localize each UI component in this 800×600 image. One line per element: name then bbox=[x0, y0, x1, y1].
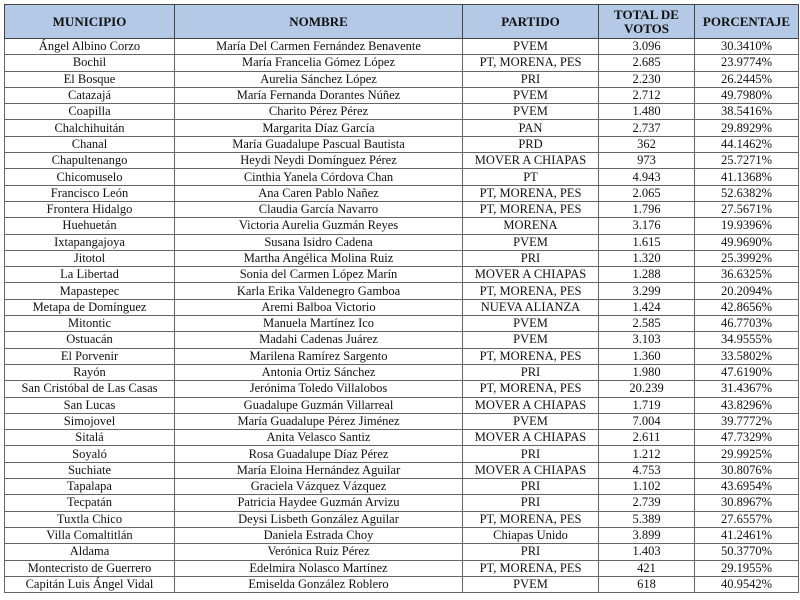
cell-partido: PRD bbox=[463, 136, 599, 152]
table-row bbox=[5, 544, 799, 560]
header-partido: PARTIDO bbox=[463, 5, 599, 39]
cell-porcentaje: 34.9555% bbox=[695, 332, 799, 348]
cell-nombre: Verónica Ruiz Pérez bbox=[175, 544, 463, 560]
cell-nombre: María Guadalupe Pérez Jiménez bbox=[175, 413, 463, 429]
table-row bbox=[5, 267, 799, 283]
cell-partido: PVEM bbox=[463, 39, 599, 55]
cell-municipio: Chanal bbox=[5, 136, 175, 152]
cell-nombre: María Del Carmen Fernández Benavente bbox=[175, 39, 463, 55]
cell-partido: PT, MORENA, PES bbox=[463, 55, 599, 71]
table-row bbox=[5, 576, 799, 592]
table-row bbox=[5, 218, 799, 234]
table-row bbox=[5, 250, 799, 266]
cell-municipio: Catazajá bbox=[5, 87, 175, 103]
cell-votos: 2.685 bbox=[599, 55, 695, 71]
header-porcentaje: PORCENTAJE bbox=[695, 5, 799, 39]
cell-municipio: Chapultenango bbox=[5, 153, 175, 169]
cell-porcentaje: 43.8296% bbox=[695, 397, 799, 413]
header-municipio: MUNICIPIO bbox=[5, 5, 175, 39]
cell-nombre: Karla Erika Valdenegro Gamboa bbox=[175, 283, 463, 299]
table-row bbox=[5, 527, 799, 543]
cell-municipio: Jitotol bbox=[5, 250, 175, 266]
cell-municipio: Mitontic bbox=[5, 316, 175, 332]
cell-votos: 1.102 bbox=[599, 479, 695, 495]
cell-partido: PRI bbox=[463, 364, 599, 380]
cell-porcentaje: 41.1368% bbox=[695, 169, 799, 185]
cell-municipio: Chalchihuitán bbox=[5, 120, 175, 136]
cell-nombre: Cinthia Yanela Córdova Chan bbox=[175, 169, 463, 185]
cell-votos: 1.360 bbox=[599, 348, 695, 364]
cell-nombre: Marilena Ramírez Sargento bbox=[175, 348, 463, 364]
cell-porcentaje: 30.8967% bbox=[695, 495, 799, 511]
cell-municipio: Soyaló bbox=[5, 446, 175, 462]
header-total-votos: TOTAL DE VOTOS bbox=[599, 5, 695, 39]
table-row bbox=[5, 201, 799, 217]
table-row bbox=[5, 87, 799, 103]
cell-partido: PRI bbox=[463, 479, 599, 495]
cell-partido: PVEM bbox=[463, 104, 599, 120]
cell-nombre: Guadalupe Guzmán Villarreal bbox=[175, 397, 463, 413]
cell-partido: PVEM bbox=[463, 316, 599, 332]
cell-votos: 20.239 bbox=[599, 381, 695, 397]
cell-votos: 2.585 bbox=[599, 316, 695, 332]
results-table-container bbox=[4, 4, 798, 593]
cell-porcentaje: 27.6557% bbox=[695, 511, 799, 527]
cell-partido: MOVER A CHIAPAS bbox=[463, 430, 599, 446]
cell-municipio: Villa Comaltitlán bbox=[5, 527, 175, 543]
cell-nombre: María Fernanda Dorantes Núñez bbox=[175, 87, 463, 103]
cell-partido: PVEM bbox=[463, 413, 599, 429]
cell-nombre: Charito Pérez Pérez bbox=[175, 104, 463, 120]
cell-nombre: Margarita Díaz García bbox=[175, 120, 463, 136]
cell-municipio: Huehuetán bbox=[5, 218, 175, 234]
table-row bbox=[5, 462, 799, 478]
cell-porcentaje: 36.6325% bbox=[695, 267, 799, 283]
cell-votos: 3.103 bbox=[599, 332, 695, 348]
cell-municipio: Capitán Luis Ángel Vidal bbox=[5, 576, 175, 592]
cell-votos: 2.230 bbox=[599, 71, 695, 87]
table-row bbox=[5, 430, 799, 446]
cell-nombre: Claudia García Navarro bbox=[175, 201, 463, 217]
cell-porcentaje: 29.9925% bbox=[695, 446, 799, 462]
cell-porcentaje: 38.5416% bbox=[695, 104, 799, 120]
cell-porcentaje: 30.8076% bbox=[695, 462, 799, 478]
cell-votos: 1.796 bbox=[599, 201, 695, 217]
cell-municipio: Frontera Hidalgo bbox=[5, 201, 175, 217]
cell-porcentaje: 49.7980% bbox=[695, 87, 799, 103]
cell-votos: 1.480 bbox=[599, 104, 695, 120]
cell-municipio: Ostuacán bbox=[5, 332, 175, 348]
cell-porcentaje: 50.3770% bbox=[695, 544, 799, 560]
cell-porcentaje: 27.5671% bbox=[695, 201, 799, 217]
cell-votos: 7.004 bbox=[599, 413, 695, 429]
table-row bbox=[5, 348, 799, 364]
cell-partido: PRI bbox=[463, 495, 599, 511]
cell-partido: NUEVA ALIANZA bbox=[463, 299, 599, 315]
cell-votos: 5.389 bbox=[599, 511, 695, 527]
table-header bbox=[5, 5, 799, 39]
table-row bbox=[5, 104, 799, 120]
table-row bbox=[5, 120, 799, 136]
cell-partido: PRI bbox=[463, 544, 599, 560]
cell-municipio: Aldama bbox=[5, 544, 175, 560]
cell-partido: MOVER A CHIAPAS bbox=[463, 153, 599, 169]
cell-nombre: Edelmira Nolasco Martínez bbox=[175, 560, 463, 576]
cell-partido: PT, MORENA, PES bbox=[463, 201, 599, 217]
cell-partido: PT, MORENA, PES bbox=[463, 511, 599, 527]
cell-porcentaje: 25.3992% bbox=[695, 250, 799, 266]
cell-municipio: La Libertad bbox=[5, 267, 175, 283]
cell-porcentaje: 52.6382% bbox=[695, 185, 799, 201]
cell-nombre: Victoria Aurelia Guzmán Reyes bbox=[175, 218, 463, 234]
cell-votos: 1.403 bbox=[599, 544, 695, 560]
cell-municipio: Tuxtla Chico bbox=[5, 511, 175, 527]
cell-nombre: Susana Isidro Cadena bbox=[175, 234, 463, 250]
cell-porcentaje: 41.2461% bbox=[695, 527, 799, 543]
cell-votos: 973 bbox=[599, 153, 695, 169]
cell-votos: 1.288 bbox=[599, 267, 695, 283]
cell-votos: 1.719 bbox=[599, 397, 695, 413]
cell-partido: PVEM bbox=[463, 332, 599, 348]
election-results-table bbox=[4, 4, 799, 593]
cell-porcentaje: 19.9396% bbox=[695, 218, 799, 234]
cell-votos: 4.753 bbox=[599, 462, 695, 478]
cell-municipio: Ixtapangajoya bbox=[5, 234, 175, 250]
cell-porcentaje: 46.7703% bbox=[695, 316, 799, 332]
cell-porcentaje: 44.1462% bbox=[695, 136, 799, 152]
table-row bbox=[5, 397, 799, 413]
table-row bbox=[5, 71, 799, 87]
cell-nombre: Daniela Estrada Choy bbox=[175, 527, 463, 543]
cell-municipio: Coapilla bbox=[5, 104, 175, 120]
cell-porcentaje: 29.1955% bbox=[695, 560, 799, 576]
cell-nombre: Ana Caren Pablo Nañez bbox=[175, 185, 463, 201]
cell-municipio: Suchiate bbox=[5, 462, 175, 478]
cell-municipio: Tapalapa bbox=[5, 479, 175, 495]
table-row bbox=[5, 153, 799, 169]
cell-municipio: Montecristo de Guerrero bbox=[5, 560, 175, 576]
header-row bbox=[5, 5, 799, 39]
cell-votos: 1.615 bbox=[599, 234, 695, 250]
table-row bbox=[5, 283, 799, 299]
cell-votos: 2.065 bbox=[599, 185, 695, 201]
cell-partido: Chiapas Unido bbox=[463, 527, 599, 543]
cell-porcentaje: 47.7329% bbox=[695, 430, 799, 446]
cell-votos: 421 bbox=[599, 560, 695, 576]
cell-porcentaje: 30.3410% bbox=[695, 39, 799, 55]
table-row bbox=[5, 39, 799, 55]
table-row bbox=[5, 185, 799, 201]
cell-nombre: Patricia Haydee Guzmán Arvizu bbox=[175, 495, 463, 511]
cell-municipio: Ángel Albino Corzo bbox=[5, 39, 175, 55]
cell-partido: PRI bbox=[463, 250, 599, 266]
cell-partido: PT, MORENA, PES bbox=[463, 185, 599, 201]
cell-municipio: El Bosque bbox=[5, 71, 175, 87]
cell-municipio: El Porvenir bbox=[5, 348, 175, 364]
cell-votos: 3.899 bbox=[599, 527, 695, 543]
cell-nombre: Heydi Neydi Domínguez Pérez bbox=[175, 153, 463, 169]
table-row bbox=[5, 364, 799, 380]
cell-votos: 1.980 bbox=[599, 364, 695, 380]
table-body bbox=[5, 39, 799, 593]
cell-porcentaje: 29.8929% bbox=[695, 120, 799, 136]
cell-porcentaje: 20.2094% bbox=[695, 283, 799, 299]
cell-partido: PT, MORENA, PES bbox=[463, 348, 599, 364]
cell-votos: 2.611 bbox=[599, 430, 695, 446]
table-row bbox=[5, 55, 799, 71]
cell-votos: 2.739 bbox=[599, 495, 695, 511]
cell-partido: PAN bbox=[463, 120, 599, 136]
cell-nombre: Martha Angélica Molina Ruiz bbox=[175, 250, 463, 266]
cell-votos: 362 bbox=[599, 136, 695, 152]
cell-nombre: Madahi Cadenas Juárez bbox=[175, 332, 463, 348]
cell-porcentaje: 42.8656% bbox=[695, 299, 799, 315]
cell-porcentaje: 39.7772% bbox=[695, 413, 799, 429]
cell-partido: MOVER A CHIAPAS bbox=[463, 462, 599, 478]
cell-votos: 1.320 bbox=[599, 250, 695, 266]
table-row bbox=[5, 136, 799, 152]
table-row bbox=[5, 511, 799, 527]
table-row bbox=[5, 446, 799, 462]
cell-porcentaje: 40.9542% bbox=[695, 576, 799, 592]
cell-porcentaje: 25.7271% bbox=[695, 153, 799, 169]
cell-votos: 1.424 bbox=[599, 299, 695, 315]
cell-votos: 3.096 bbox=[599, 39, 695, 55]
cell-nombre: Emiselda González Roblero bbox=[175, 576, 463, 592]
cell-nombre: Antonia Ortiz Sánchez bbox=[175, 364, 463, 380]
cell-votos: 4.943 bbox=[599, 169, 695, 185]
cell-porcentaje: 33.5802% bbox=[695, 348, 799, 364]
cell-nombre: Jerónima Toledo Villalobos bbox=[175, 381, 463, 397]
cell-porcentaje: 49.9690% bbox=[695, 234, 799, 250]
cell-partido: MOVER A CHIAPAS bbox=[463, 267, 599, 283]
cell-municipio: Simojovel bbox=[5, 413, 175, 429]
cell-partido: PT, MORENA, PES bbox=[463, 381, 599, 397]
cell-partido: PRI bbox=[463, 446, 599, 462]
cell-porcentaje: 31.4367% bbox=[695, 381, 799, 397]
cell-nombre: Sonia del Carmen López Marín bbox=[175, 267, 463, 283]
cell-municipio: Francisco León bbox=[5, 185, 175, 201]
table-row bbox=[5, 169, 799, 185]
cell-partido: PVEM bbox=[463, 576, 599, 592]
cell-votos: 3.299 bbox=[599, 283, 695, 299]
table-row bbox=[5, 413, 799, 429]
header-nombre: NOMBRE bbox=[175, 5, 463, 39]
cell-nombre: María Eloina Hernández Aguilar bbox=[175, 462, 463, 478]
table-row bbox=[5, 299, 799, 315]
table-row bbox=[5, 381, 799, 397]
cell-municipio: San Cristóbal de Las Casas bbox=[5, 381, 175, 397]
cell-porcentaje: 23.9774% bbox=[695, 55, 799, 71]
cell-partido: MOVER A CHIAPAS bbox=[463, 397, 599, 413]
cell-partido: PT, MORENA, PES bbox=[463, 283, 599, 299]
cell-nombre: Manuela Martínez Ico bbox=[175, 316, 463, 332]
cell-porcentaje: 43.6954% bbox=[695, 479, 799, 495]
cell-votos: 1.212 bbox=[599, 446, 695, 462]
cell-municipio: San Lucas bbox=[5, 397, 175, 413]
cell-porcentaje: 47.6190% bbox=[695, 364, 799, 380]
cell-porcentaje: 26.2445% bbox=[695, 71, 799, 87]
cell-nombre: Aremi Balboa Victorio bbox=[175, 299, 463, 315]
cell-votos: 618 bbox=[599, 576, 695, 592]
cell-votos: 2.712 bbox=[599, 87, 695, 103]
table-row bbox=[5, 560, 799, 576]
cell-municipio: Sitalá bbox=[5, 430, 175, 446]
cell-municipio: Chicomuselo bbox=[5, 169, 175, 185]
cell-municipio: Tecpatán bbox=[5, 495, 175, 511]
cell-nombre: Graciela Vázquez Vázquez bbox=[175, 479, 463, 495]
table-row bbox=[5, 234, 799, 250]
cell-votos: 2.737 bbox=[599, 120, 695, 136]
table-row bbox=[5, 495, 799, 511]
cell-nombre: María Guadalupe Pascual Bautista bbox=[175, 136, 463, 152]
cell-partido: PT, MORENA, PES bbox=[463, 560, 599, 576]
cell-votos: 3.176 bbox=[599, 218, 695, 234]
cell-nombre: Aurelia Sánchez López bbox=[175, 71, 463, 87]
cell-nombre: Anita Velasco Santiz bbox=[175, 430, 463, 446]
cell-nombre: Rosa Guadalupe Díaz Pérez bbox=[175, 446, 463, 462]
cell-municipio: Metapa de Domínguez bbox=[5, 299, 175, 315]
table-row bbox=[5, 316, 799, 332]
cell-municipio: Mapastepec bbox=[5, 283, 175, 299]
cell-partido: PRI bbox=[463, 71, 599, 87]
cell-nombre: María Francelia Gómez López bbox=[175, 55, 463, 71]
cell-nombre: Deysi Lisbeth González Aguilar bbox=[175, 511, 463, 527]
table-row bbox=[5, 332, 799, 348]
cell-partido: MORENA bbox=[463, 218, 599, 234]
cell-municipio: Rayón bbox=[5, 364, 175, 380]
cell-partido: PT bbox=[463, 169, 599, 185]
table-row bbox=[5, 479, 799, 495]
cell-partido: PVEM bbox=[463, 87, 599, 103]
cell-municipio: Bochil bbox=[5, 55, 175, 71]
cell-partido: PVEM bbox=[463, 234, 599, 250]
